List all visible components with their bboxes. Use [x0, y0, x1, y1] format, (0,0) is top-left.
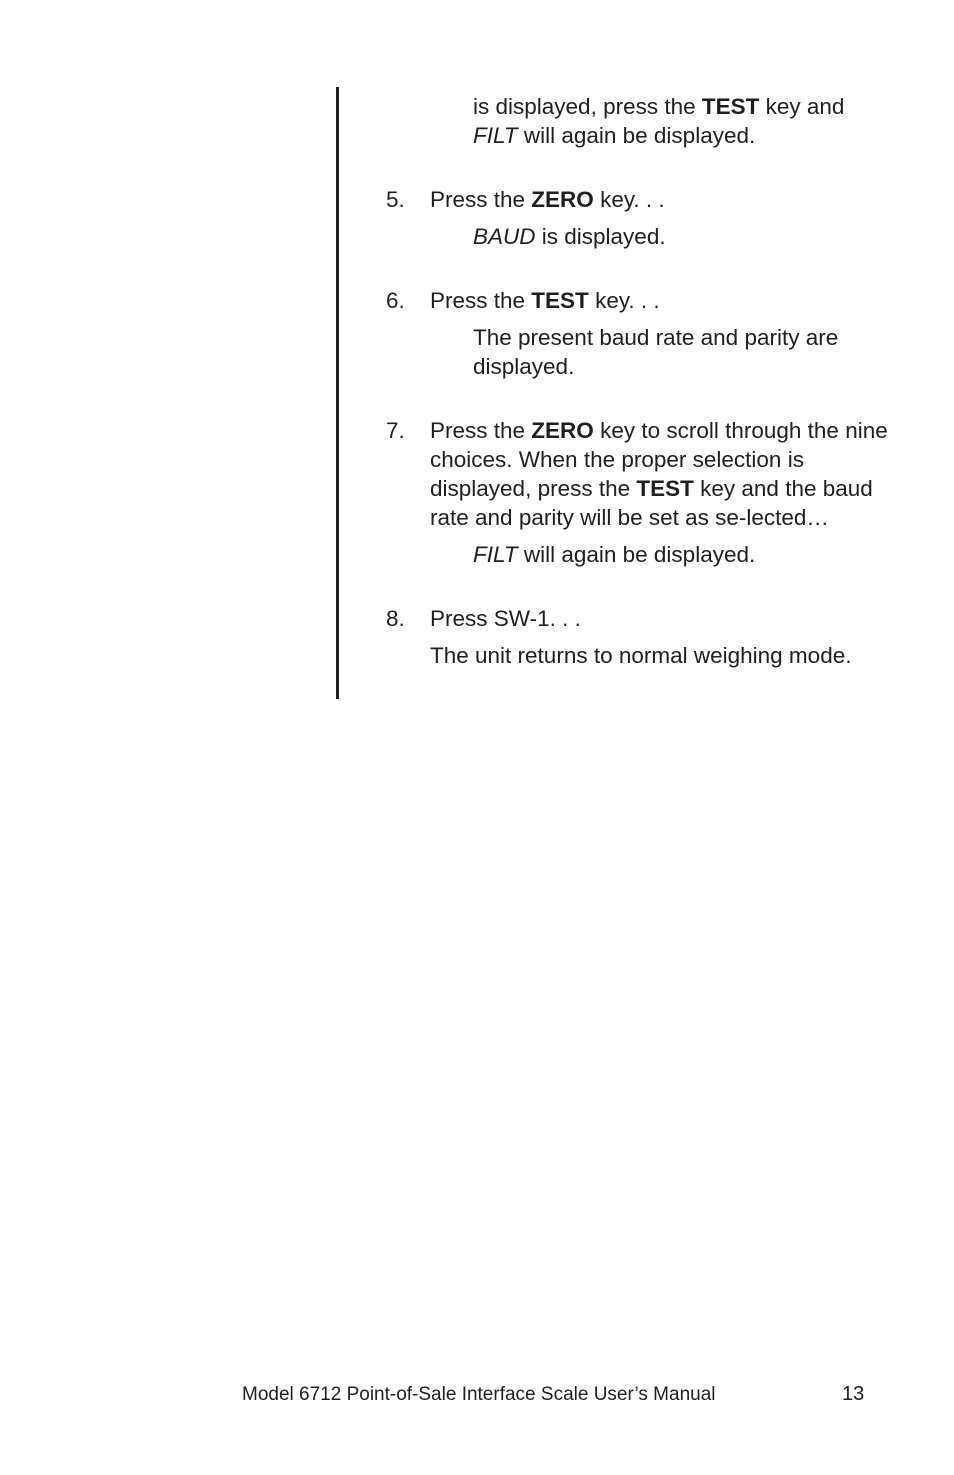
page-number: 13 — [842, 1383, 865, 1405]
step-instruction: Press the ZERO key to scroll through the nine choices. When the proper selection is displayed, press the TEST key and the baud rate and parity will be set as se-lected… — [430, 418, 888, 530]
step-instruction: Press SW-1. . . — [430, 606, 581, 631]
zero-key-label: ZERO — [531, 187, 594, 212]
step-result: The present baud rate and parity are displayed. — [473, 325, 839, 379]
continued-step-result — [473, 92, 896, 150]
step-number: 7. — [386, 418, 405, 443]
display-code: FILT — [473, 542, 518, 567]
continuation-text: is displayed, press the — [473, 94, 702, 119]
step-instruction: Press the TEST key. . . — [430, 288, 660, 313]
test-key-label: TEST — [701, 94, 760, 119]
procedure-steps — [386, 92, 896, 670]
step-body — [430, 604, 896, 670]
step-result: BAUD is displayed. — [473, 224, 666, 249]
step-body — [430, 416, 896, 569]
step-result: FILT will again be displayed. — [473, 542, 756, 567]
continuation-text: will again be displayed. — [517, 123, 756, 148]
display-code: BAUD — [473, 224, 536, 249]
display-code: FILT — [473, 123, 518, 148]
step-body — [430, 185, 896, 251]
revision-change-bar — [336, 87, 339, 699]
step-8 — [386, 604, 896, 670]
test-key-label: TEST — [636, 476, 694, 501]
step-instruction: Press the ZERO key. . . — [430, 187, 665, 212]
step-7 — [386, 416, 896, 569]
step-6 — [386, 286, 896, 381]
test-key-label: TEST — [531, 288, 589, 313]
step-5 — [386, 185, 896, 251]
step-number: 5. — [386, 187, 405, 212]
step-result: The unit returns to normal weighing mode. — [430, 643, 852, 668]
zero-key-label: ZERO — [531, 418, 594, 443]
footer-manual-title: Model 6712 Point-of-Sale Interface Scale User’s Manual — [242, 1384, 716, 1405]
step-body — [430, 286, 896, 381]
continuation-text: key and — [759, 94, 845, 119]
step-number: 6. — [386, 288, 405, 313]
step-number: 8. — [386, 606, 405, 631]
